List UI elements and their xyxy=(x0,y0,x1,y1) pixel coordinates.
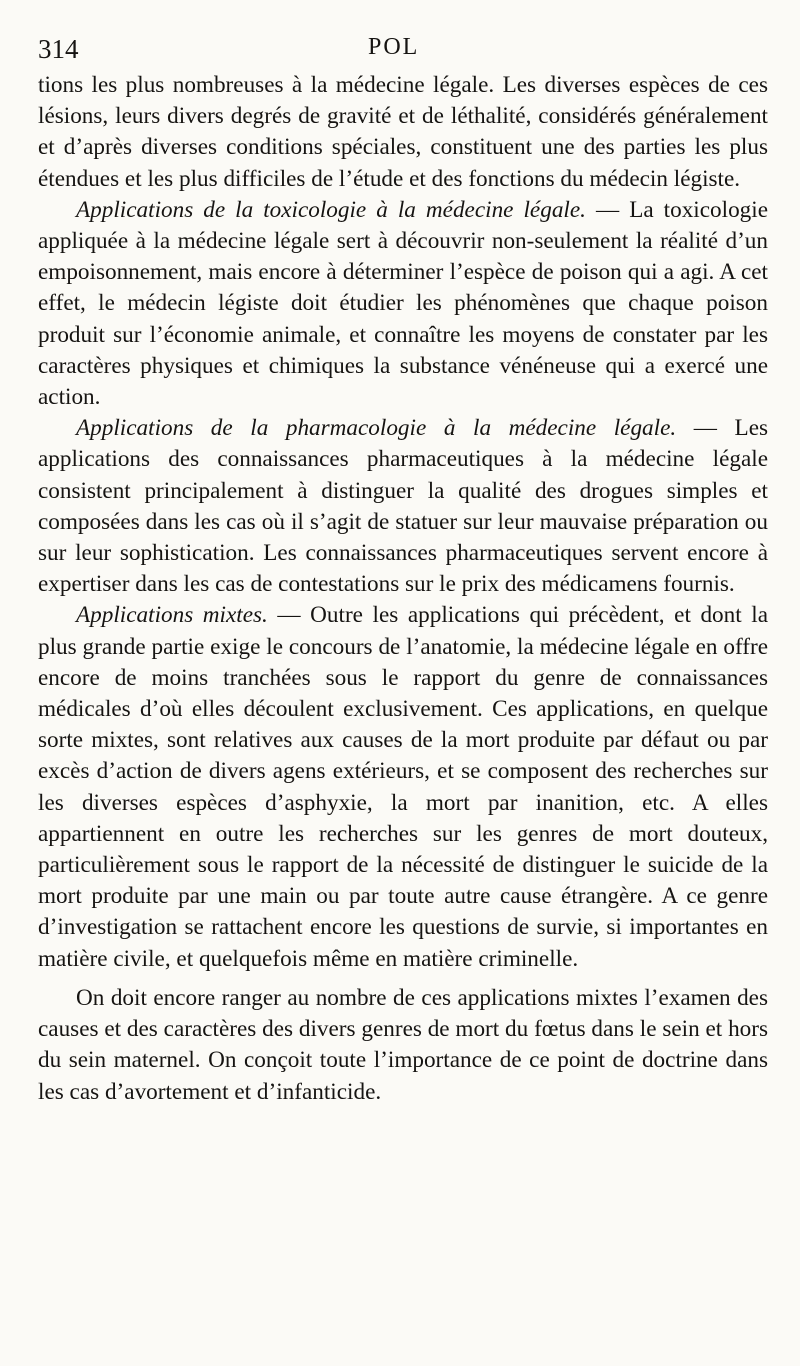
section-runin-heading: Applications de la toxicologie à la médecine légale. xyxy=(76,196,586,223)
paragraph-mixtes xyxy=(38,600,768,974)
section-runin-heading: Applications mixtes. xyxy=(76,602,268,629)
paragraph-text: — La toxicologie appliquée à la médecine légale sert à découvrir non-seulement la réalité d’un empoisonnement, mais encore à déterminer l’espèce de poison qui a agi. A cet effet, le médecin légiste doit étudier les phénomènes que chaque poison produit sur l’économie animale, et connaître les moyens de constater par les caractères physiques et chimiques la substance vénéneuse qui a exercé une action. xyxy=(38,196,768,411)
book-page xyxy=(38,28,768,1108)
page-header xyxy=(38,28,768,70)
paragraph-toxicologie xyxy=(38,195,768,413)
paragraph-foetus xyxy=(38,983,768,1108)
body-text xyxy=(38,70,768,1108)
paragraph-text: tions les plus nombreuses à la médecine légale. Les diverses espèces de ces lésions, leurs divers degrés de gravité et de léthalité, considérés généralement et d’après diverses conditions spéciales, constituent une des parties les plus étendues et les plus difficiles de l’étude et des fonctions du médecin légiste. xyxy=(38,72,768,192)
section-runin-heading: Applications de la pharmacologie à la médecine légale. xyxy=(76,415,677,442)
paragraph-text: On doit encore ranger au nombre de ces applications mixtes l’examen des causes et des caractères des divers genres de mort du fœtus dans le sein et hors du sein maternel. On conçoit toute l’importance de ce point de doctrine dans les cas d’avortement et d’infanticide. xyxy=(38,984,768,1105)
paragraph-text: — Outre les applications qui précèdent, et dont la plus grande partie exige le concours de l’anatomie, la médecine légale en offre encore de moins tranchées sous le rapport du genre de connaissances médicales d’où elles découlent exclusivement. Ces applications, en quelque sorte mixtes, sont relatives aux causes de la mort produite par défaut ou par excès d’action de divers agens extérieurs, et se composent des recherches sur les diverses espèces d’asphyxie, la mort par inanition, etc. A elles appartiennent en outre les recherches sur les genres de mort douteux, particulièrement sous le rapport de la nécessité de distinguer le suicide de la mort produite par une main ou par toute autre cause étrangère. A ce genre d’investigation se rattachent encore les questions de survie, si importantes en matière civile, et quelquefois même en matière criminelle. xyxy=(38,602,768,972)
running-head: POL xyxy=(368,34,420,60)
paragraph-text: — Les applications des connaissances pharmaceutiques à la médecine légale consistent principalement à distinguer la qualité des drogues simples et composées dans les cas où il s’agit de statuer sur leur mauvaise préparation ou sur leur sophistication. Les connaissances pharmaceutiques servent encore à expertiser dans les cas de contestations sur le prix des médicamens fournis. xyxy=(38,415,769,598)
page-number: 314 xyxy=(38,34,79,64)
paragraph-pharmacologie xyxy=(38,413,768,600)
paragraph-continuation xyxy=(38,70,768,195)
